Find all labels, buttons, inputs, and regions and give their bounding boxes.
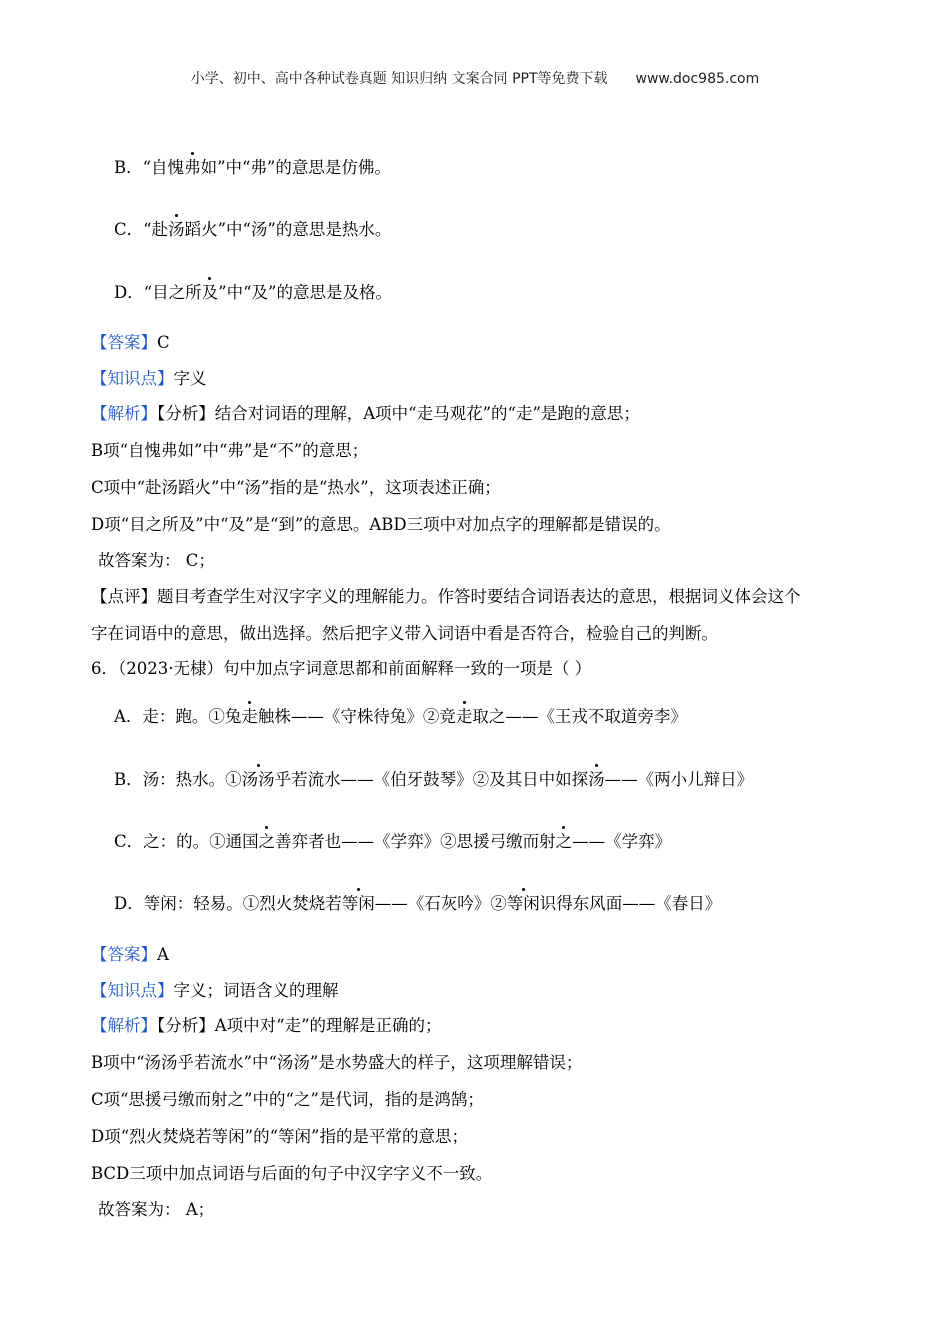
q5-answer: 【答案】C xyxy=(91,333,170,352)
emphasis-dot-char: 弗 xyxy=(184,156,201,180)
q5-option-b: B．“自愧弗如”中“弗”的意思是仿佛。 xyxy=(114,156,391,180)
analysis-tag: 【解析】 xyxy=(91,1016,157,1035)
q6-analysis-line-3: C项“思援弓缴而射之”中的“之”是代词，指的是鸿鹄； xyxy=(91,1090,484,1109)
knowledge-tag: 【知识点】 xyxy=(91,369,174,388)
emphasis-dot-char: 等闲 xyxy=(507,892,540,916)
answer-tag: 【答案】 xyxy=(91,333,157,352)
q5-comment-line-1: 【点评】题目考查学生对汉字字义的理解能力。作答时要结合词语表达的意思，根据词义体会这个 xyxy=(91,587,801,606)
q5-analysis-line-4: D项“目之所及”中“及”是“到”的意思。ABD三项中对加点字的理解都是错误的。 xyxy=(91,515,671,534)
header-text: 小学、初中、高中各种试卷真题 知识归纳 文案合同 PPT等免费下载 xyxy=(190,71,608,87)
emphasis-dot-char: 走 xyxy=(456,705,473,729)
q6-stem: 6．（2023·无棣）句中加点字词意思都和前面解释一致的一项是（ ） xyxy=(91,659,592,678)
analysis-tag: 【解析】 xyxy=(91,404,157,423)
q6-option-a: A．走：跑。①兔走触株——《守株待兔》②竞走取之——《王戎不取道旁李》 xyxy=(114,705,687,729)
q6-option-b: B．汤：热水。①汤汤乎若流水——《伯牙鼓琴》②及其日中如探汤——《两小儿辩日》 xyxy=(114,768,753,792)
q6-answer: 【答案】A xyxy=(91,945,169,964)
emphasis-dot-char: 汤 xyxy=(168,218,185,242)
q6-analysis-line-2: B项中“汤汤乎若流水”中“汤汤”是水势盛大的样子，这项理解错误； xyxy=(91,1053,583,1072)
emphasis-dot-char: 走 xyxy=(241,705,258,729)
emphasis-dot-char: 等闲 xyxy=(342,892,375,916)
emphasis-dot-char: 汤 xyxy=(588,768,605,792)
q6-analysis-line-5: BCD三项中加点词语与后面的句子中汉字字义不一致。 xyxy=(91,1164,493,1183)
knowledge-tag: 【知识点】 xyxy=(91,981,174,1000)
q6-option-d: D．等闲：轻易。①烈火焚烧若等闲——《石灰吟》②等闲识得东风面——《春日》 xyxy=(114,892,721,916)
q5-knowledge-point: 【知识点】字义 xyxy=(91,369,207,388)
q5-conclusion: 故答案为： C； xyxy=(98,551,215,570)
q6-analysis-line-4: D项“烈火焚烧若等闲”的“等闲”指的是平常的意思； xyxy=(91,1127,468,1146)
q5-comment-line-2: 字在词语中的意思，做出选择。然后把字义带入词语中看是否符合，检验自己的判断。 xyxy=(91,624,718,643)
emphasis-dot-char: 之 xyxy=(556,830,573,854)
answer-tag: 【答案】 xyxy=(91,945,157,964)
emphasis-dot-char: 及 xyxy=(202,281,219,305)
emphasis-dot-char: 之 xyxy=(259,830,276,854)
emphasis-dot-char: 汤汤 xyxy=(242,768,275,792)
q6-analysis-line-1: 【解析】【分析】A项中对“走”的理解是正确的； xyxy=(91,1016,442,1035)
header-site-link[interactable]: www.doc985.com xyxy=(635,71,760,87)
q5-option-c: C．“赴汤蹈火”中“汤”的意思是热水。 xyxy=(114,218,391,242)
q6-knowledge-point: 【知识点】字义；词语含义的理解 xyxy=(91,981,339,1000)
q5-analysis-line-2: B项“自愧弗如”中“弗”是“不”的意思； xyxy=(91,441,369,460)
q5-option-d: D．“目之所及”中“及”的意思是及格。 xyxy=(114,281,392,305)
q5-analysis-line-1: 【解析】【分析】结合对词语的理解，A项中“走马观花”的“走”是跑的意思； xyxy=(91,404,640,423)
q6-option-c: C．之：的。①通国之善弈者也——《学弈》②思援弓缴而射之——《学弈》 xyxy=(114,830,671,854)
comment-tag: 【点评】 xyxy=(91,587,157,606)
q5-analysis-line-3: C项中“赴汤蹈火”中“汤”指的是“热水”，这项表述正确； xyxy=(91,478,501,497)
q6-conclusion: 故答案为： A； xyxy=(98,1200,215,1219)
page-header xyxy=(0,68,950,88)
